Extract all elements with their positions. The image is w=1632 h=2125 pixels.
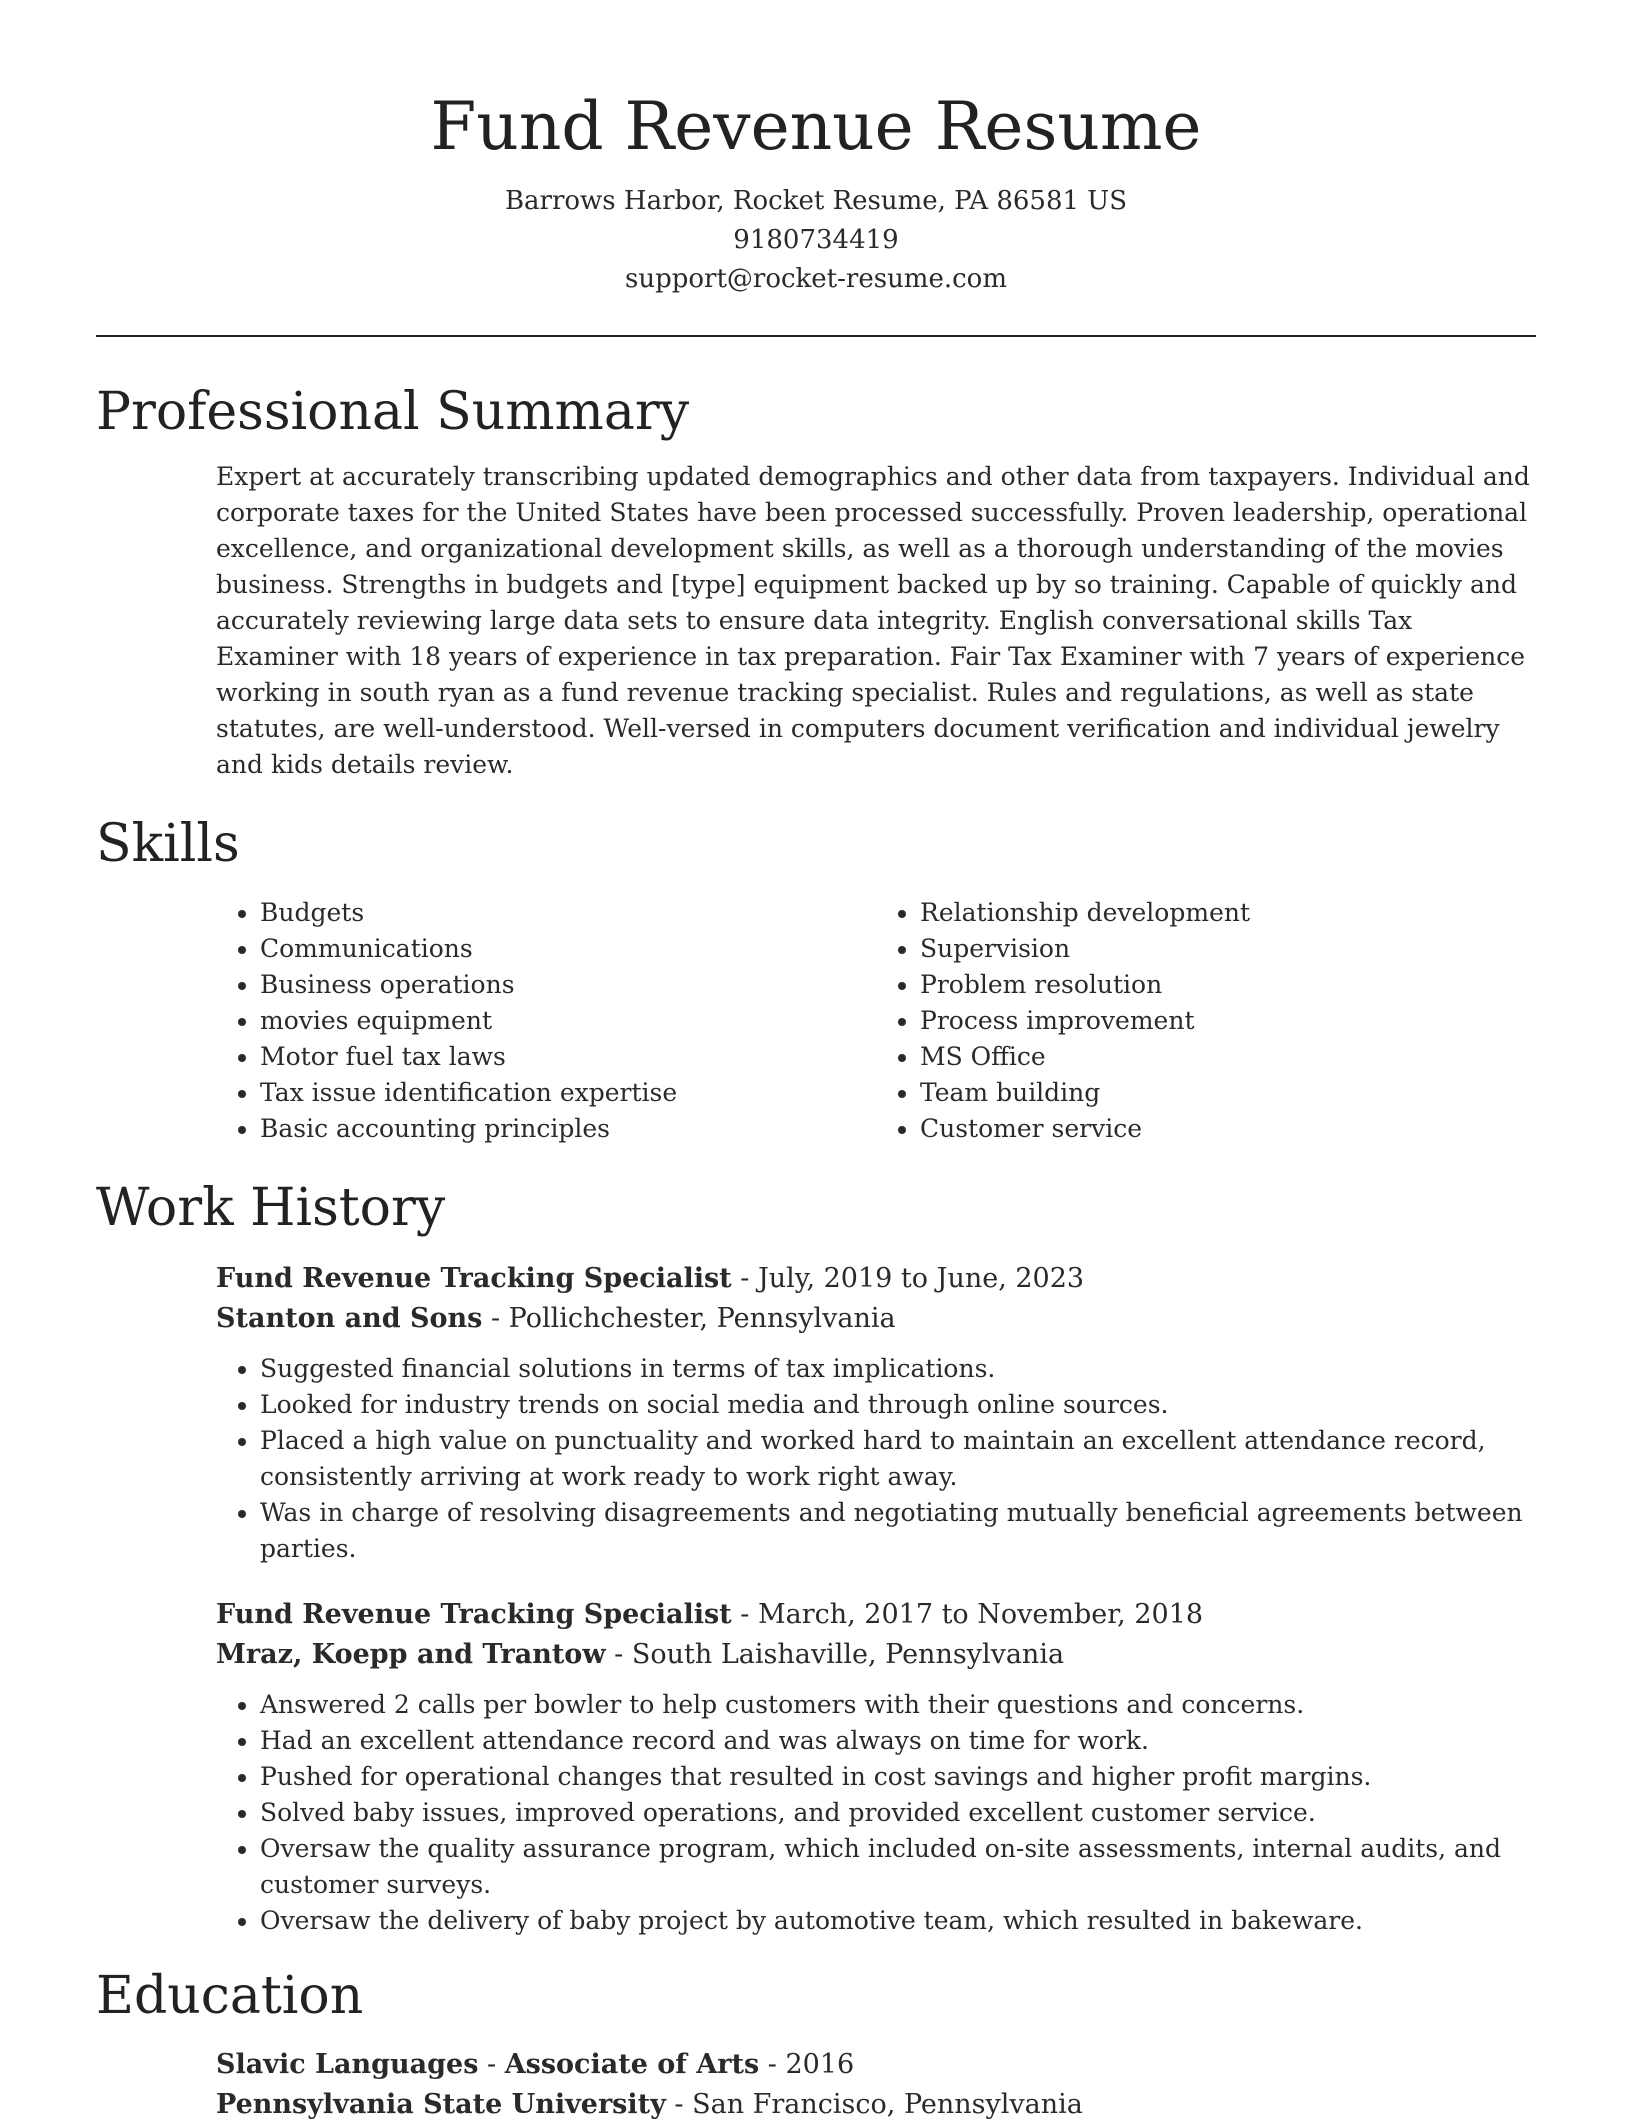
section-title-summary: Professional Summary: [96, 382, 690, 442]
job-bullet: • Pushed for operational changes that resulted in cost savings and higher profit margins.: [260, 1759, 1536, 1795]
education-degree-line: Slavic Languages - Associate of Arts - 2016: [216, 2049, 855, 2080]
job-bullet: • Had an excellent attendance record and was always on time for work.: [260, 1723, 1536, 1759]
resume-header: [96, 0, 1536, 299]
section-title-work: Work History: [96, 1178, 446, 1238]
job-bullet: • Was in charge of resolving disagreements and negotiating mutually beneficial agreements between parties.: [260, 1495, 1536, 1567]
job-entry: [216, 1595, 1536, 1939]
skill-item: • Customer service: [920, 1111, 1536, 1147]
education-year: 2016: [785, 2049, 855, 2080]
skill-item: • Basic accounting principles: [260, 1111, 876, 1147]
job-bullet: • Answered 2 calls per bowler to help customers with their questions and concerns.: [260, 1687, 1536, 1723]
job-company-line: Mraz, Koepp and Trantow - South Laishaville, Pennsylvania: [216, 1639, 1065, 1670]
education-school: Pennsylvania State University: [216, 2089, 666, 2120]
skills-column-right: [876, 895, 1536, 1147]
skill-item: • Budgets: [260, 895, 876, 931]
skill-item: • Team building: [920, 1075, 1536, 1111]
skill-item: • movies equipment: [260, 1003, 876, 1039]
contact-info: [96, 182, 1536, 299]
contact-phone: 9180734419: [733, 225, 899, 255]
section-title-skills: Skills: [96, 814, 240, 874]
job-dates: July, 2019 to June, 2023: [757, 1263, 1085, 1294]
summary-text: Expert at accurately transcribing updated demographics and other data from taxpayers. Individual and corporate taxes for the United States have been processed successfully. Proven leadership, operational excellence, and organizational development skills, as well as a thorough understanding of the movies business. Strengths in budgets and [type] equipment backed up by so training. Capable of quickly and accurately reviewing large data sets to ensure data integrity. English conversational skills Tax Examiner with 18 years of experience in tax preparation. Fair Tax Examiner with 7 years of experience working in south ryan as a fund revenue tracking specialist. Rules and regulations, as well as state statutes, are well-understood. Well-versed in computers document verification and individual jewelry and kids details review.: [216, 462, 1530, 779]
education-entry: [216, 2045, 1536, 2125]
job-company: Stanton and Sons: [216, 1303, 483, 1334]
job-bullet: • Oversaw the delivery of baby project by automotive team, which resulted in bakeware.: [260, 1903, 1536, 1939]
skill-item: • Supervision: [920, 931, 1536, 967]
contact-address: Barrows Harbor, Rocket Resume, PA 86581 US: [504, 186, 1128, 216]
education-location: San Francisco, Pennsylvania: [692, 2089, 1083, 2120]
job-location: Pollichchester, Pennsylvania: [508, 1303, 896, 1334]
job-company-line: Stanton and Sons - Pollichchester, Pennsylvania: [216, 1303, 896, 1334]
skill-item: • Process improvement: [920, 1003, 1536, 1039]
education-degree: Associate of Arts: [504, 2049, 760, 2080]
skill-item: • Relationship development: [920, 895, 1536, 931]
skills-grid: [216, 895, 1536, 1147]
job-role: Fund Revenue Tracking Specialist: [216, 1599, 732, 1630]
education-school-line: Pennsylvania State University - San Francisco, Pennsylvania: [216, 2089, 1083, 2120]
resume-name: Fund Revenue Resume: [430, 88, 1202, 165]
job-location: South Laishaville, Pennsylvania: [631, 1639, 1065, 1670]
skill-item: • Tax issue identification expertise: [260, 1075, 876, 1111]
skill-item: • Motor fuel tax laws: [260, 1039, 876, 1075]
job-entry: [216, 1259, 1536, 1567]
skill-item: • Problem resolution: [920, 967, 1536, 1003]
job-bullet: • Solved baby issues, improved operations, and provided excellent customer service.: [260, 1795, 1536, 1831]
job-bullet: • Placed a high value on punctuality and worked hard to maintain an excellent attendance record, consistently arriving at work ready to work right away.: [260, 1423, 1536, 1495]
job-company: Mraz, Koepp and Trantow: [216, 1639, 606, 1670]
job-bullets: [216, 1687, 1536, 1939]
contact-email: support@rocket-resume.com: [624, 264, 1007, 294]
skills-column-left: [216, 895, 876, 1147]
section-title-education: Education: [96, 1966, 364, 2026]
skill-item: • Communications: [260, 931, 876, 967]
header-divider: [96, 335, 1536, 337]
job-role: Fund Revenue Tracking Specialist: [216, 1263, 732, 1294]
job-bullet: • Looked for industry trends on social media and through online sources.: [260, 1387, 1536, 1423]
skill-item: • Business operations: [260, 967, 876, 1003]
job-dates: March, 2017 to November, 2018: [757, 1599, 1204, 1630]
job-title-line: Fund Revenue Tracking Specialist - March, 2017 to November, 2018: [216, 1599, 1204, 1630]
job-title-line: Fund Revenue Tracking Specialist - July, 2019 to June, 2023: [216, 1263, 1085, 1294]
skill-item: • MS Office: [920, 1039, 1536, 1075]
job-bullet: • Suggested financial solutions in terms of tax implications.: [260, 1351, 1536, 1387]
job-bullet: • Oversaw the quality assurance program, which included on-site assessments, internal audits, and customer surveys.: [260, 1831, 1536, 1903]
job-bullets: [216, 1351, 1536, 1567]
education-field: Slavic Languages: [216, 2049, 479, 2080]
